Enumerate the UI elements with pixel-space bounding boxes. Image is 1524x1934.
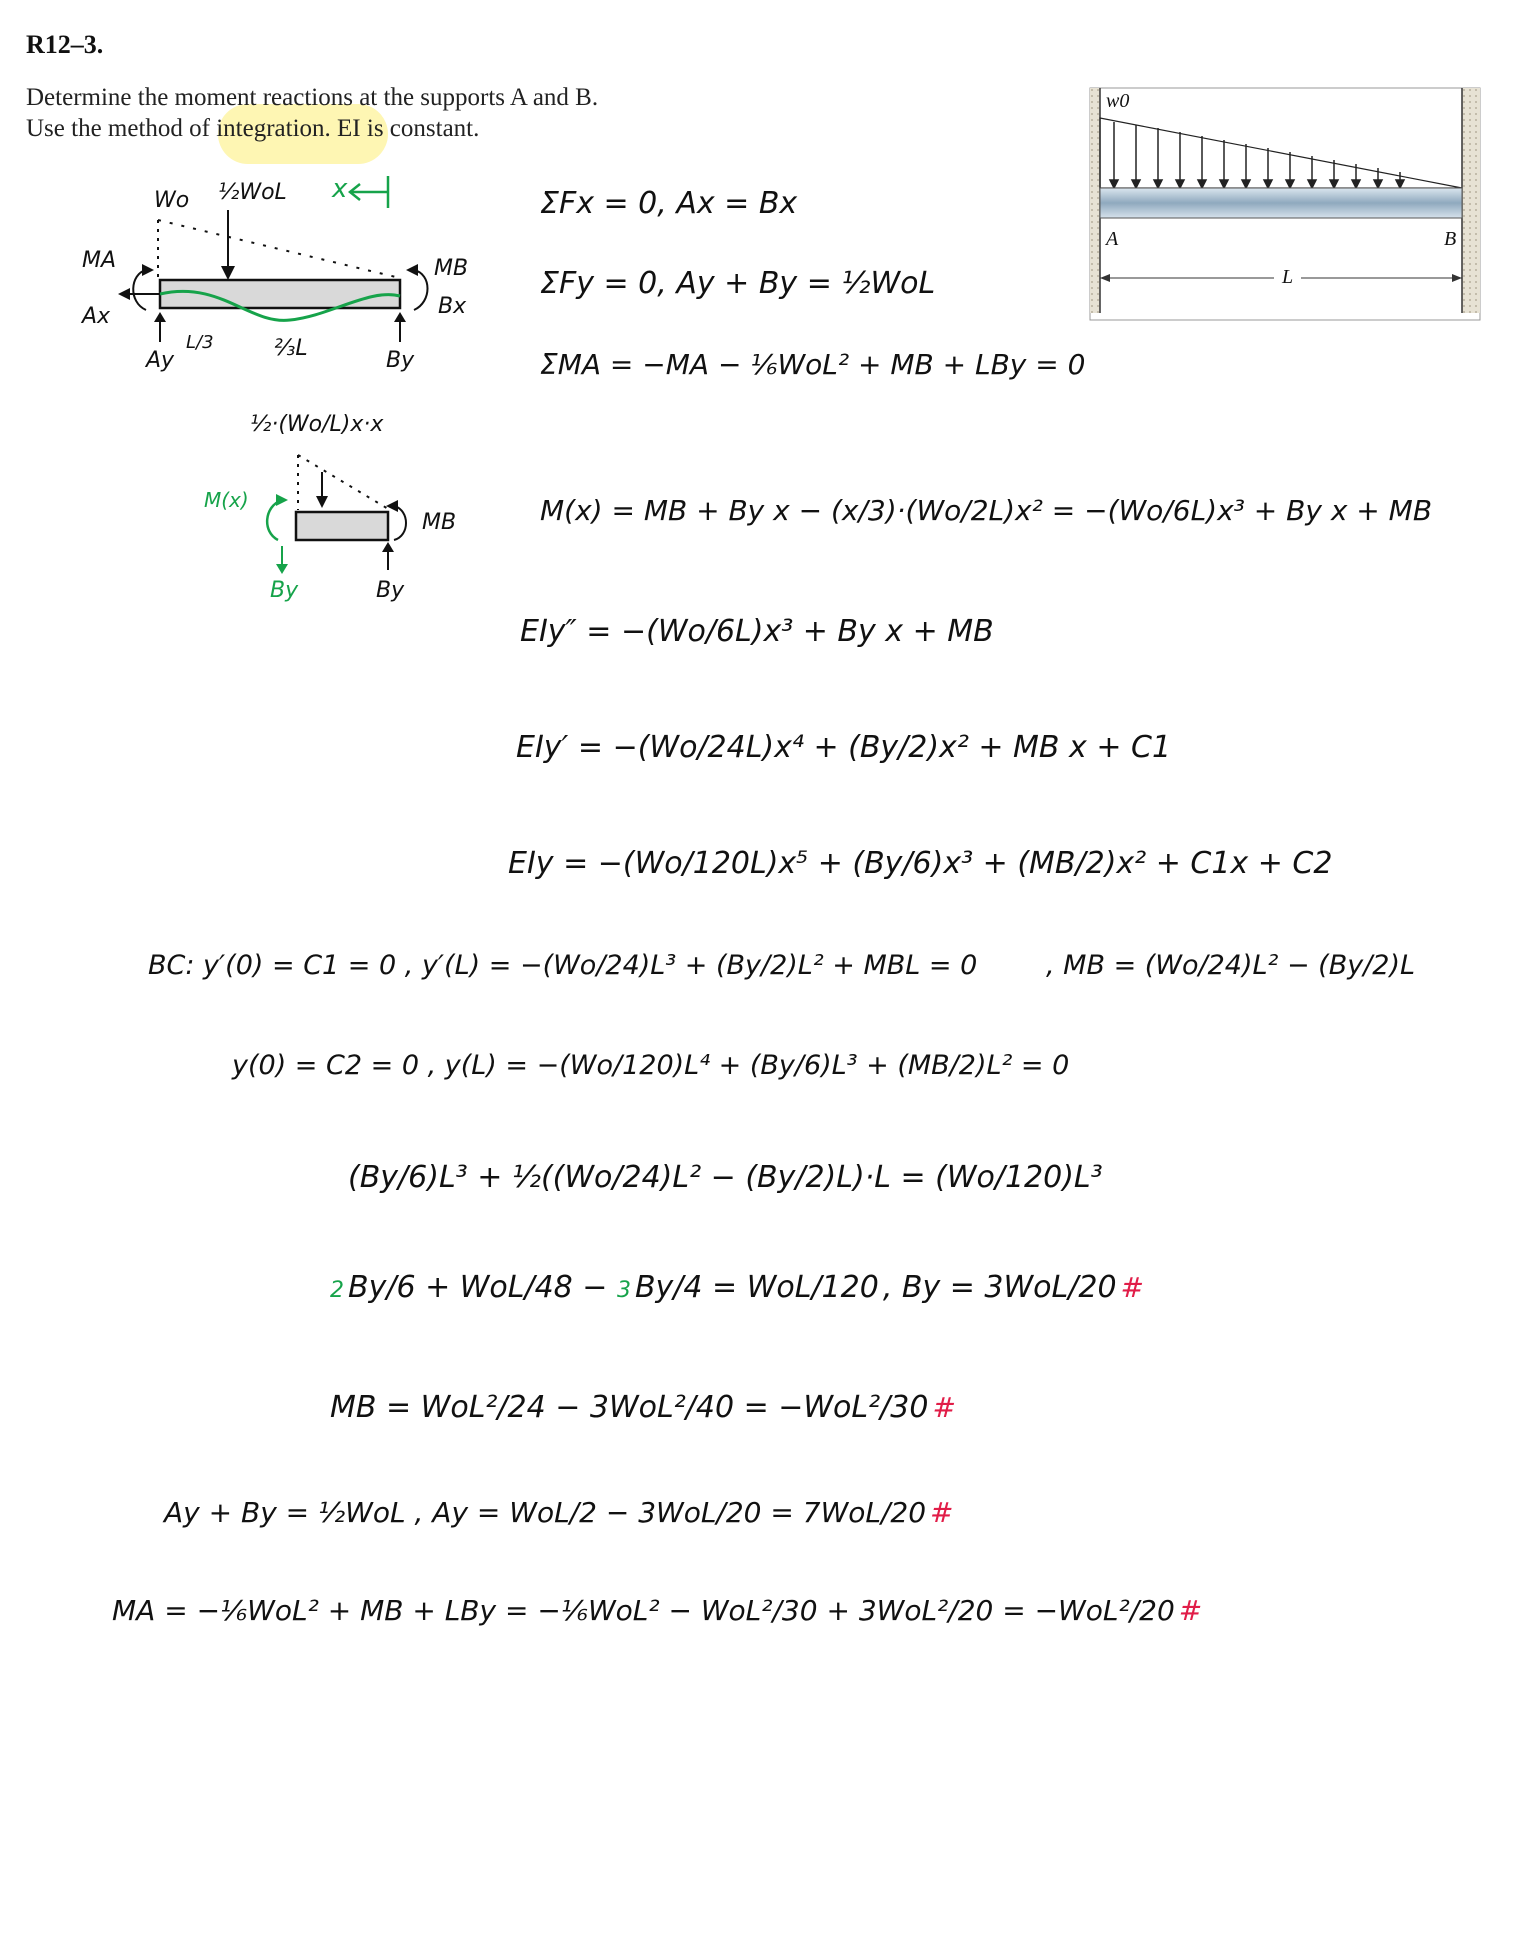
eiy-second: EIy″ = −(Wo/6L)x³ + By x + MB — [520, 614, 994, 649]
solve-step-2 — [330, 1270, 1144, 1305]
distributed-load — [1100, 118, 1462, 188]
section-mx: M(x) — [204, 488, 249, 512]
ma-result: MA = −⅙WoL² + MB + LBy = −⅙WoL² − WoL²/30 + 3WoL²/20 = −WoL²/20 — [112, 1594, 1175, 1627]
result-mark: # — [932, 1391, 956, 1424]
step-2-part-1: By/6 + WoL/48 − — [348, 1270, 617, 1305]
bc-deflection: y(0) = C2 = 0 , y(L) = −(Wo/120)L⁴ + (By/6)L³ + (MB/2)L² = 0 — [232, 1050, 1070, 1081]
beam-figure — [1090, 88, 1480, 320]
problem-line-2: Use the method of integration. EI is constant. — [26, 115, 480, 142]
section-load: ½·(Wo/L)x·x — [250, 412, 384, 437]
ma-result-line — [112, 1594, 1202, 1627]
section-by: By — [376, 578, 405, 603]
section-by-green: By — [270, 578, 299, 603]
ay-result: Ay + By = ½WoL , Ay = WoL/2 − 3WoL/20 = 7WoL/20 — [164, 1496, 927, 1529]
result-mark: # — [1120, 1271, 1144, 1304]
solve-step-1: (By/6)L³ + ½((Wo/24)L² − (By/2)L)·L = (Wo/120)L³ — [348, 1160, 1103, 1195]
fbd-ax: Ax — [82, 304, 111, 329]
section-beam — [296, 512, 388, 540]
problem-statement — [26, 82, 598, 144]
mb-result: MB = WoL²/24 − 3WoL²/40 = −WoL²/30 — [330, 1390, 929, 1425]
fbd-two-third: ⅔L — [274, 336, 308, 361]
fbd-ma: MA — [82, 248, 117, 273]
moment-function: M(x) = MB + By x − (x/3)·(Wo/2L)x² = −(Wo/6L)x³ + By x + MB — [540, 494, 1433, 527]
fbd-by: By — [386, 348, 415, 373]
eq-sum-ma: ΣMA = −MA − ⅙WoL² + MB + LBy = 0 — [540, 348, 1086, 381]
problem-line-1: Determine the moment reactions at the supports A and B. — [26, 84, 599, 111]
left-wall — [1090, 88, 1100, 313]
beam — [1100, 188, 1462, 218]
factor-3: 3 — [616, 1278, 631, 1303]
step-2-part-2: By/4 = WoL/120 — [634, 1270, 879, 1305]
support-a-label: A — [1106, 228, 1119, 250]
length-label: L — [1274, 266, 1301, 289]
fbd-mb: MB — [434, 256, 469, 281]
ay-result-line — [164, 1496, 954, 1529]
fbd-ay: Ay — [146, 348, 175, 373]
fbd-w0: Wo — [154, 188, 190, 213]
fbd-l-third: L/3 — [186, 332, 214, 353]
eiy-first: EIy′ = −(Wo/24L)x⁴ + (By/2)x² + MB x + C1 — [516, 730, 1172, 765]
section-diagram — [190, 400, 490, 603]
free-body-diagram — [70, 170, 490, 400]
by-result: , By = 3WoL/20 — [882, 1270, 1117, 1305]
bc-slope: BC: y′(0) = C1 = 0 , y′(L) = −(Wo/24)L³ + (By/2)L² + MBL = 0 — [148, 950, 978, 981]
right-wall — [1462, 88, 1480, 313]
load-arrows — [1110, 122, 1404, 188]
section-mb: MB — [422, 510, 457, 535]
eiy: EIy = −(Wo/120L)x⁵ + (By/6)x³ + (MB/2)x² + C1x + C2 — [508, 846, 1333, 881]
result-mark: # — [930, 1496, 954, 1529]
load-label: w0 — [1106, 90, 1130, 112]
fbd-x-axis: x — [332, 174, 348, 204]
eq-sum-fx: ΣFx = 0, Ax = Bx — [540, 186, 798, 221]
factor-2: 2 — [330, 1278, 344, 1303]
support-b-label: B — [1444, 228, 1457, 250]
eq-sum-fy: ΣFy = 0, Ay + By = ½WoL — [540, 266, 936, 301]
fbd-resultant: ½WoL — [218, 180, 287, 205]
problem-title: R12–3. — [26, 30, 104, 59]
bc-mb-expression: , MB = (Wo/24)L² − (By/2)L — [1046, 950, 1416, 981]
result-mark: # — [1178, 1594, 1203, 1627]
mb-result-line — [330, 1390, 956, 1425]
fbd-bx: Bx — [438, 294, 467, 319]
fbd-beam — [160, 280, 400, 308]
